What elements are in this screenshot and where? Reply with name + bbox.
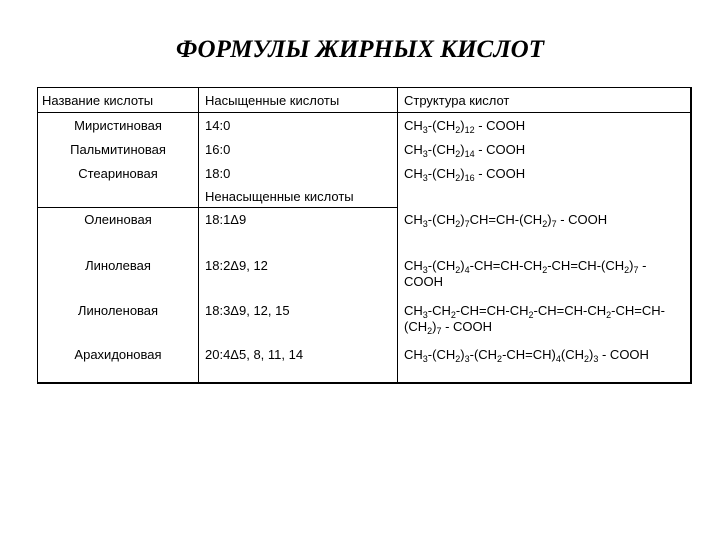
acid-name: Миристиновая xyxy=(74,118,162,133)
acid-name: Стеариновая xyxy=(78,166,158,181)
acid-code: 18:3Δ9, 12, 15 xyxy=(205,303,290,318)
header-name: Название кислоты xyxy=(42,93,154,108)
acid-name: Линоленовая xyxy=(77,303,159,318)
acid-name: Линолевая xyxy=(85,258,151,273)
acid-formula: $CH_3-(CH_2)_{14}$ - COOH xyxy=(404,142,526,159)
acid-formula: $CH_3-(CH_2)_{16}$ - COOH xyxy=(404,166,526,183)
header-saturated: Насыщенные кислоты xyxy=(205,93,340,108)
acid-formula: $CH_3-(CH_2)_{12}$ - COOH xyxy=(404,118,526,135)
acid-name: Пальмитиновая xyxy=(70,142,166,157)
acid-code: 16:0 xyxy=(205,142,231,157)
acid-formula: $CH_3-(CH_2)_3-(CH_2-CH=CH)_4(CH_2)_3$ - COOH xyxy=(404,347,649,364)
acid-code: 18:1Δ9 xyxy=(205,212,247,227)
column-divider xyxy=(198,88,199,382)
acid-name: Арахидоновая xyxy=(74,347,162,362)
section-header-unsaturated: Ненасыщенные кислоты xyxy=(205,189,354,204)
header-structure: Структура кислот xyxy=(404,93,510,108)
acid-formula: $CH_3-(CH_2)_4-CH=CH-CH_2-CH=CH-(CH_2)_7$ - COOH xyxy=(404,258,647,289)
section-divider xyxy=(38,207,398,208)
acid-code: 18:0 xyxy=(205,166,231,181)
acid-formula: $CH_3-CH_2-CH=CH-CH_2-CH=CH-CH_2-CH=CH-(CH_2)_7$ - COOH xyxy=(404,303,665,336)
acid-name: Олеиновая xyxy=(84,212,152,227)
header-divider xyxy=(38,112,690,113)
acid-code: 20:4Δ5, 8, 11, 14 xyxy=(205,347,304,362)
fatty-acids-table xyxy=(37,87,692,384)
column-divider xyxy=(397,88,398,382)
acid-code: 18:2Δ9, 12 xyxy=(205,258,268,273)
acid-code: 14:0 xyxy=(205,118,231,133)
acid-formula: $CH_3-(CH_2)_7CH=CH-(CH_2)_7$ - COOH xyxy=(404,212,608,229)
page-title: ФОРМУЛЫ ЖИРНЫХ КИСЛОТ xyxy=(175,36,545,63)
